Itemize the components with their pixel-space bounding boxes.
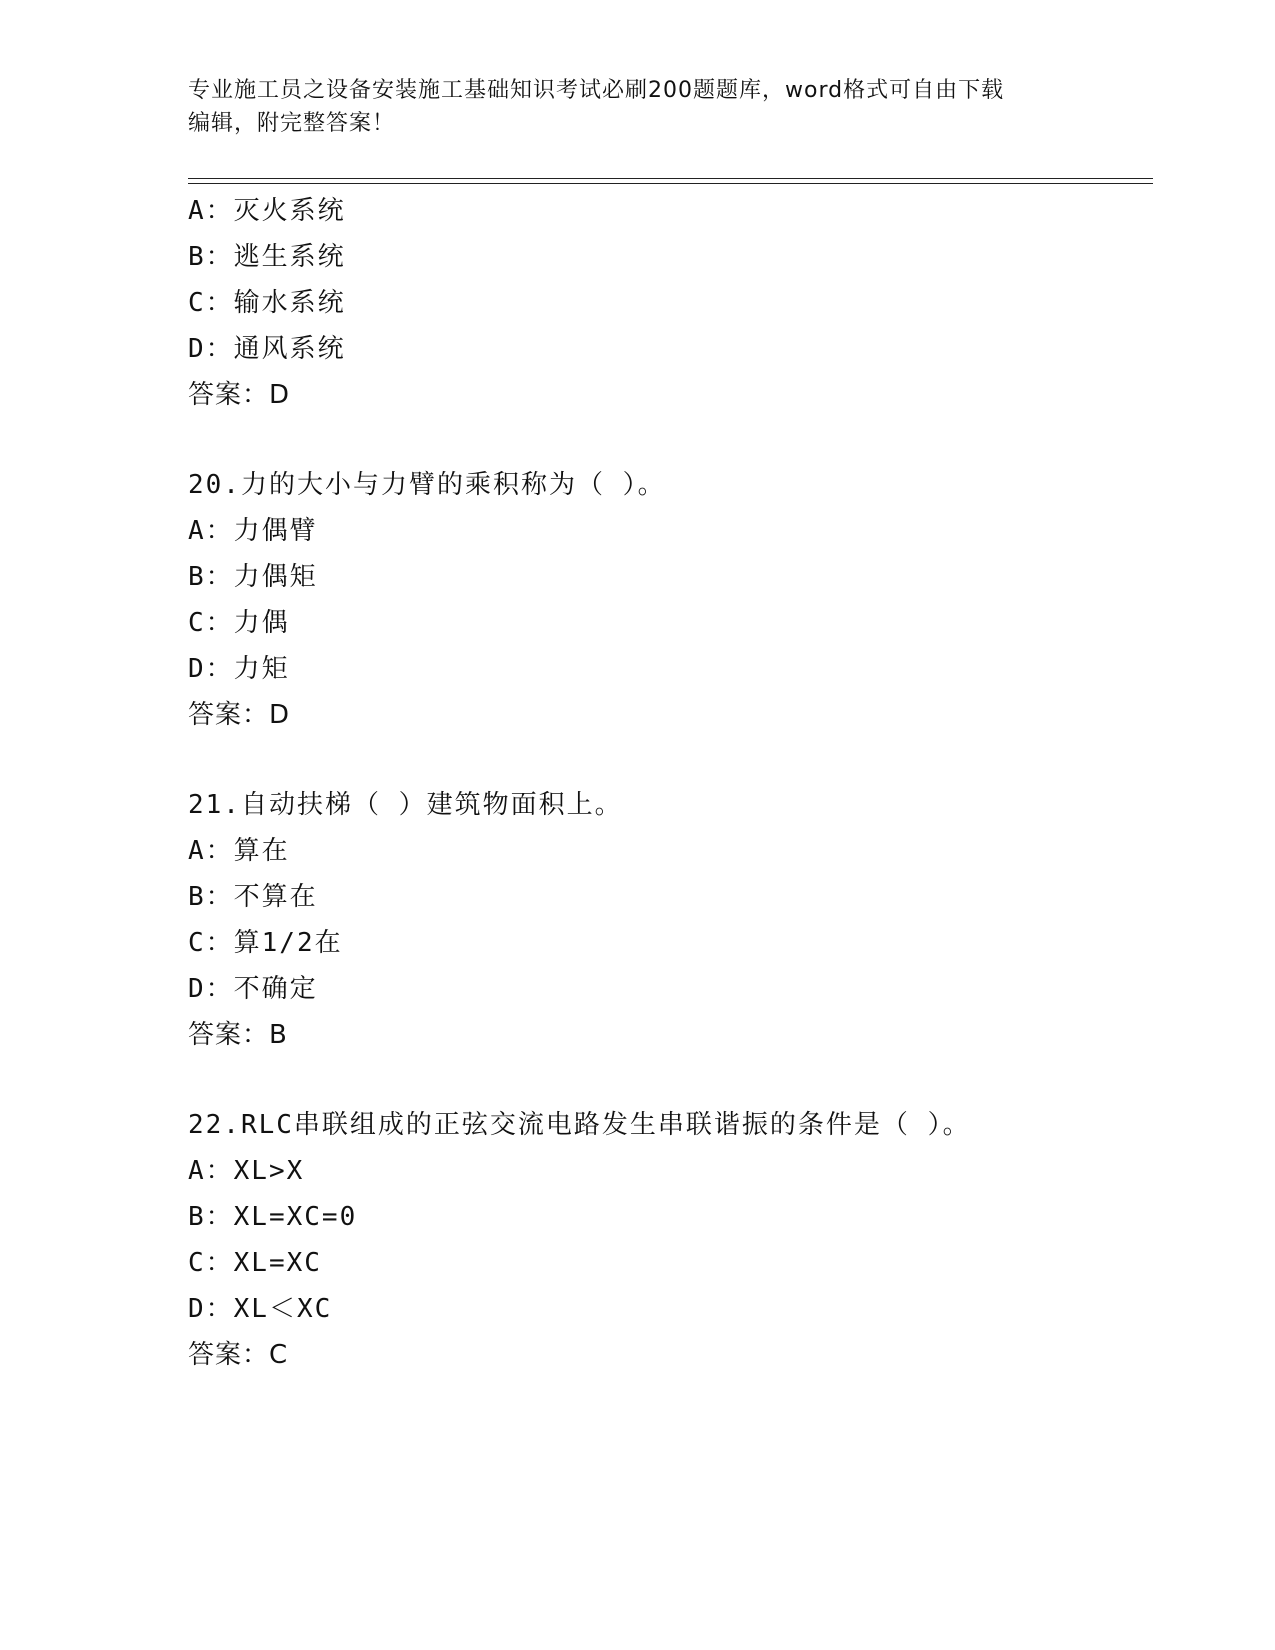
question-list (188, 188, 1148, 1378)
option-d: D：XL＜XC (188, 1294, 333, 1324)
option-b: B：不算在 (188, 882, 318, 912)
answer-line: 答案：D (188, 380, 291, 410)
answer-line: 答案：C (188, 1340, 289, 1370)
option-a: A：XL>X (188, 1156, 305, 1186)
question-text: 21.自动扶梯（ ）建筑物面积上。 (188, 790, 623, 820)
header-divider-bottom (188, 183, 1153, 184)
option-b: B：XL=XC=0 (188, 1202, 358, 1232)
header-title-line-1: 专业施工员之设备安装施工基础知识考试必刷200题题库，word格式可自由下载 (188, 78, 1005, 103)
question-19 (188, 188, 1148, 418)
question-text: 20.力的大小与力臂的乘积称为（ ）。 (188, 470, 666, 500)
option-a: A：灭火系统 (188, 196, 346, 226)
header-title-line-2: 编辑，附完整答案！ (188, 111, 396, 136)
document-header (188, 74, 1068, 140)
question-gap (188, 1058, 1148, 1102)
option-a: A：力偶臂 (188, 516, 318, 546)
option-b: B：力偶矩 (188, 562, 318, 592)
question-gap (188, 738, 1148, 782)
option-d: D：力矩 (188, 654, 290, 684)
header-divider-top (188, 178, 1153, 179)
option-d: D：通风系统 (188, 334, 346, 364)
option-d: D：不确定 (188, 974, 318, 1004)
option-a: A：算在 (188, 836, 290, 866)
answer-line: 答案：D (188, 700, 291, 730)
question-20 (188, 462, 1148, 738)
question-22 (188, 1102, 1148, 1378)
question-gap (188, 418, 1148, 462)
question-21 (188, 782, 1148, 1058)
option-b: B：逃生系统 (188, 242, 346, 272)
option-c: C：输水系统 (188, 288, 346, 318)
answer-line: 答案：B (188, 1020, 288, 1050)
question-text: 22.RLC串联组成的正弦交流电路发生串联谐振的条件是（ ）。 (188, 1110, 971, 1140)
option-c: C：力偶 (188, 608, 290, 638)
option-c: C：XL=XC (188, 1248, 322, 1278)
option-c: C：算1/2在 (188, 928, 343, 958)
